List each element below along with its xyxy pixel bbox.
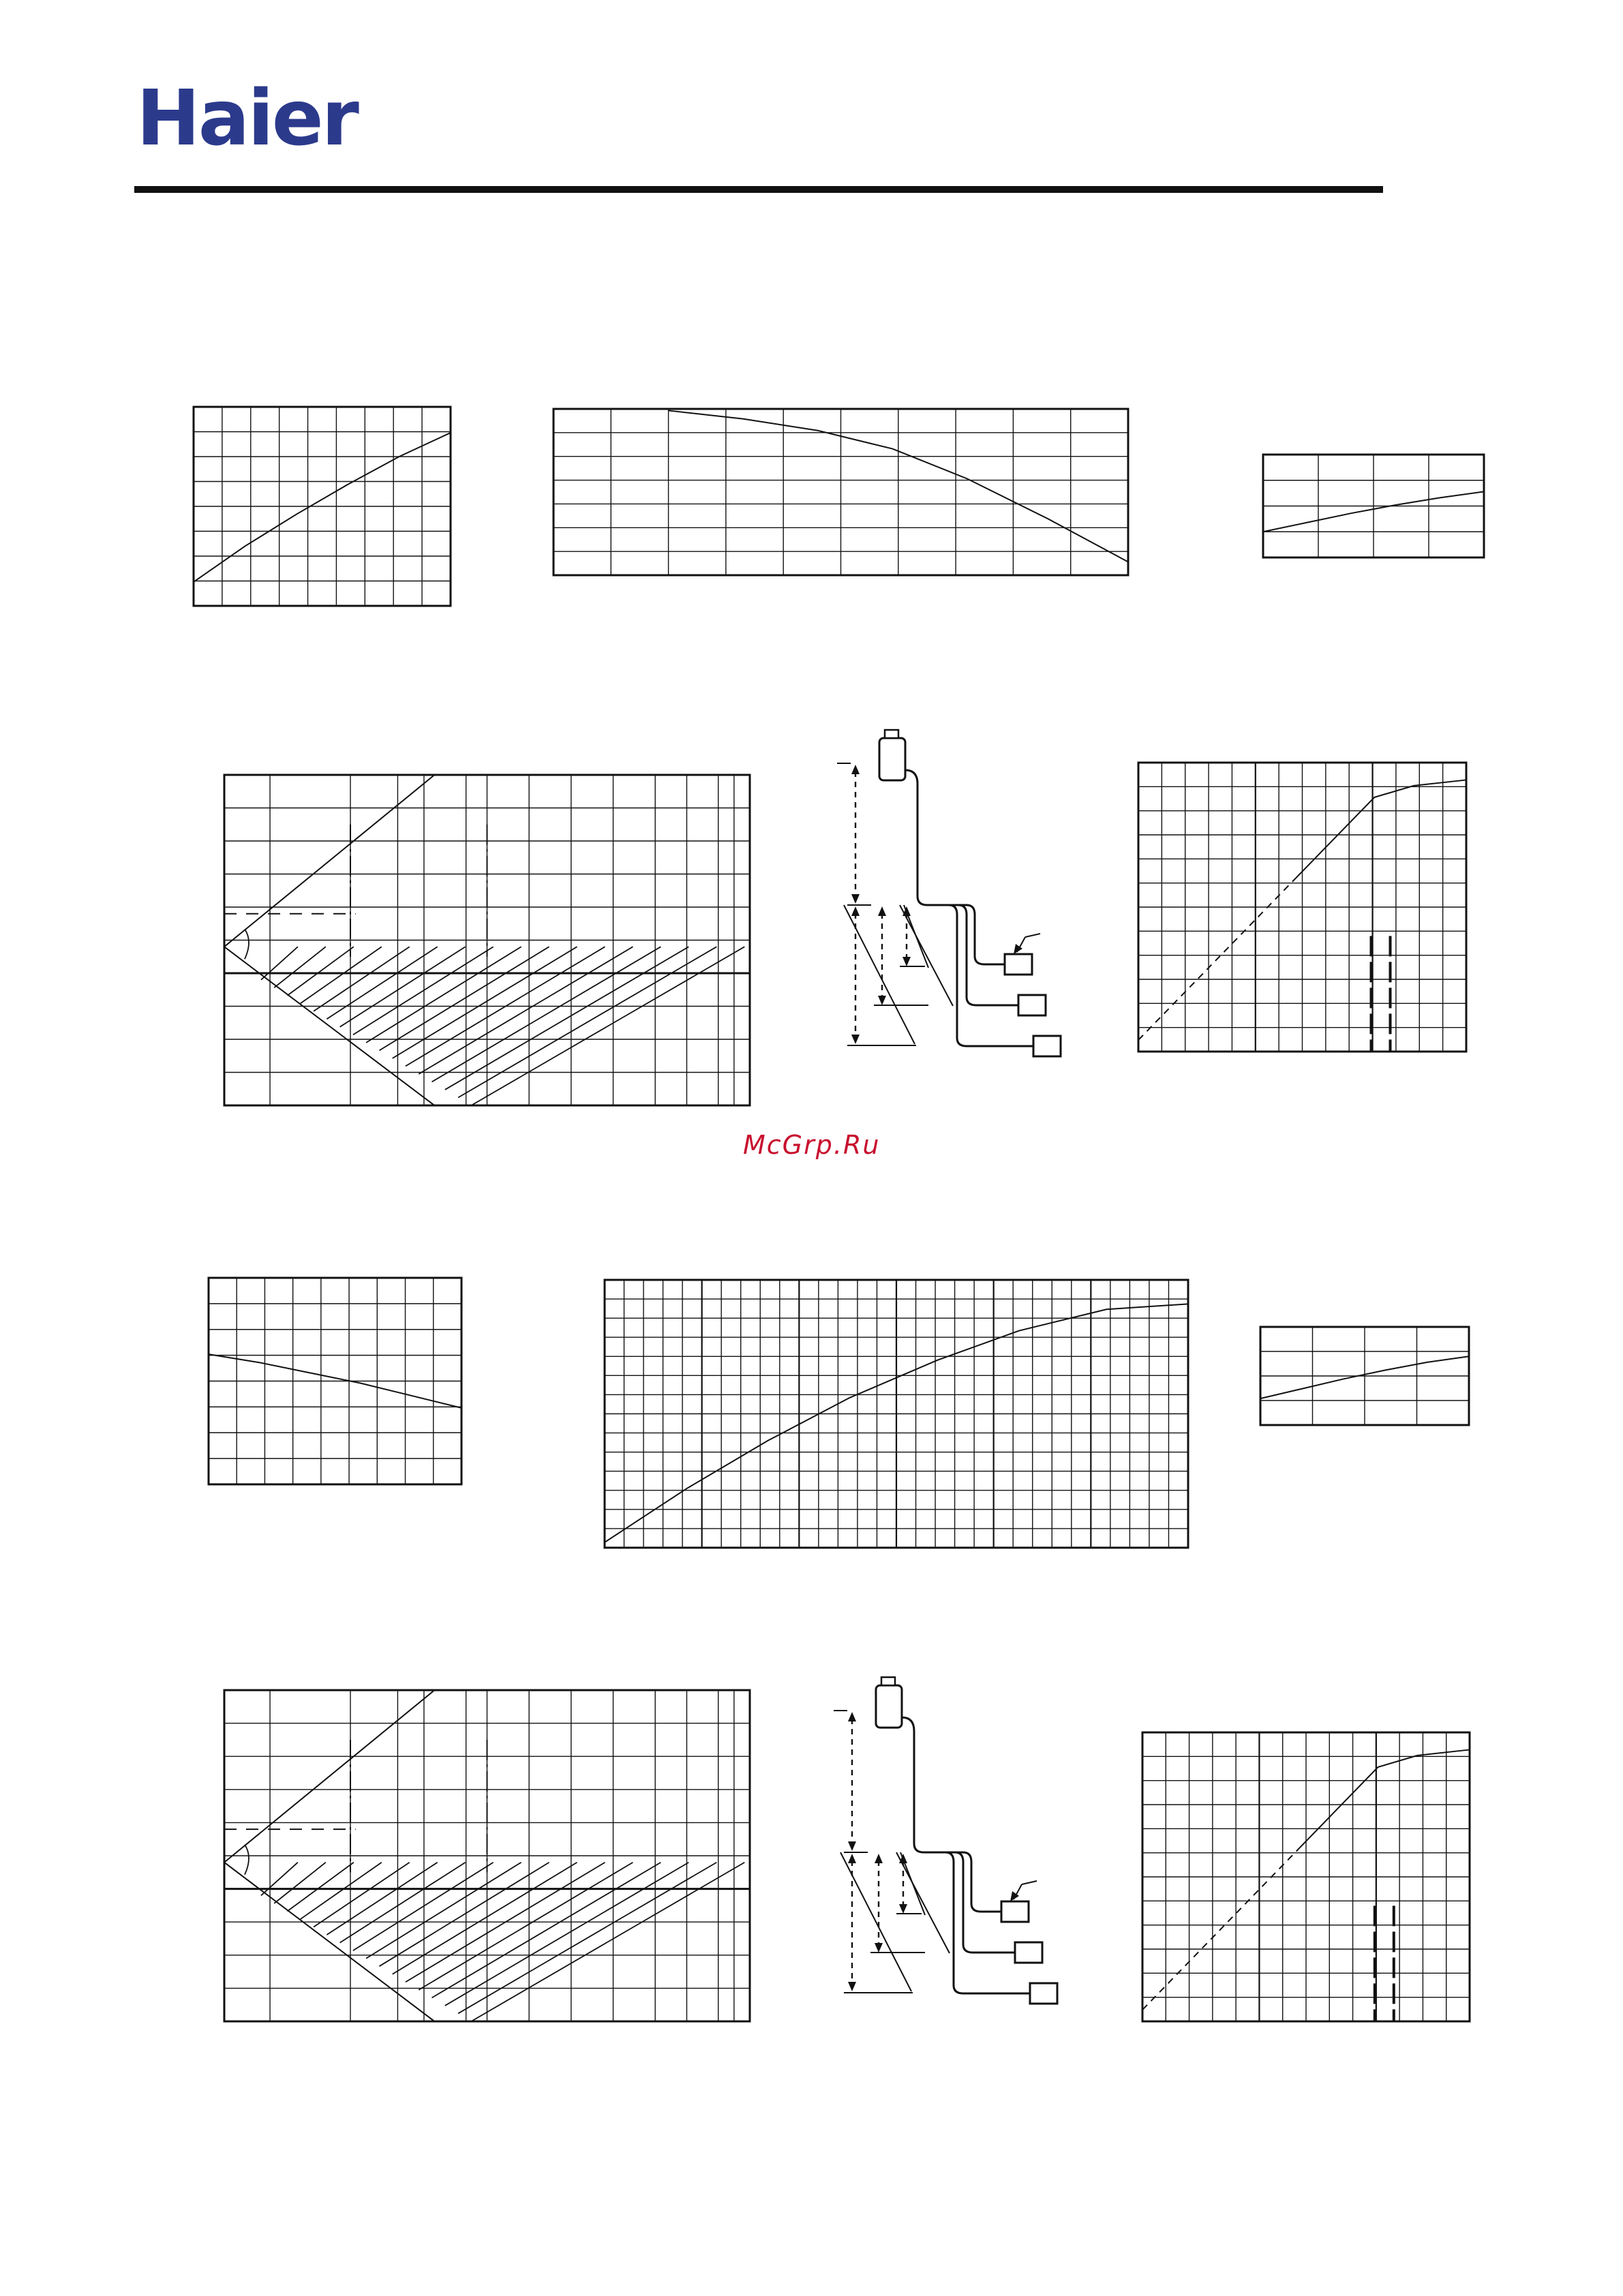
wet-bulb-line [471,1863,744,2021]
wet-bulb-line [419,947,633,1074]
unit-cap [885,730,898,738]
wet-bulb-line [458,947,716,1097]
extension-line [900,905,953,1006]
wet-bulb-line [419,1863,633,1990]
chart-1 [194,407,451,606]
wet-bulb-line [288,947,354,996]
pointer-line [1022,1881,1037,1884]
wet-bulb-line [393,1863,577,1974]
wet-bulb-line [261,947,298,980]
wet-bulb-line [314,1863,410,1927]
wet-bulb-line [353,947,494,1035]
boundary-line [224,947,434,1105]
wet-bulb-line [288,1863,354,1912]
psychrometric-charts [224,775,750,2021]
arrow-head-down [875,1943,883,1953]
pipe-main [902,1717,951,1852]
chart-8 [1142,1732,1470,2021]
wet-bulb-line [458,1863,716,2014]
outdoor-unit-icon [879,738,905,780]
series-line [194,433,451,582]
installation-diagrams [834,730,1061,2004]
arrow-head-up [875,1854,883,1863]
pipe-main [905,770,954,905]
pipe-branch [941,905,1005,964]
arrow-head-up [851,765,860,774]
series-line [1299,1749,1470,1848]
psych-chart-1 [224,775,750,1105]
series-line [1296,780,1466,878]
wet-bulb-line [301,947,382,1003]
wet-bulb-line [445,947,689,1090]
wet-bulb-line [393,947,577,1058]
chart-5 [605,1280,1188,1548]
pointer-line [1025,934,1040,937]
arrow-head-up [878,906,886,916]
saturation-line [224,775,434,947]
arrow-head-down [851,894,860,904]
indoor-unit-1-icon [1005,954,1032,975]
arrow-head-up [848,1854,856,1863]
arrow-head-down [851,1035,860,1044]
pipe-branch [937,1852,1001,1912]
arrow-head-up [851,906,860,916]
chart-3 [1263,455,1484,557]
wet-bulb-line [274,947,326,988]
chart-6 [1260,1327,1469,1425]
wet-bulb-line [471,947,744,1105]
wet-bulb-line [314,947,410,1011]
chart-2 [553,409,1128,575]
wet-bulb-line [445,1863,689,2006]
outdoor-unit-icon [876,1685,902,1728]
wet-bulb-line [301,1863,382,1919]
boundary-line [224,1863,434,2021]
wet-bulb-line [353,1863,494,1950]
installation-diagram-1 [837,730,1061,1056]
watermark-text: McGrp.Ru [743,1130,881,1160]
indoor-unit-2-icon [1018,995,1046,1015]
arrow-head-up [848,1712,856,1721]
arrow-head-down [878,996,886,1005]
installation-diagram-2 [834,1677,1057,2004]
arrow-head-down [899,1904,907,1914]
extension-line [896,1852,950,1953]
wet-bulb-line [340,947,466,1027]
wet-bulb-line [379,1863,549,1966]
wet-bulb-line [340,1863,466,1943]
extension-line [844,905,915,1044]
wet-bulb-line [379,947,549,1050]
angle-arc [245,929,249,959]
arrow-head-down [848,1841,856,1851]
wet-bulb-line [274,1863,326,1903]
indoor-unit-1-icon [1001,1901,1029,1922]
arrow-head-down [848,1982,856,1991]
angle-arc [245,1845,249,1875]
unit-cap [881,1677,895,1685]
chart-4 [209,1278,461,1484]
chart-7 [1138,763,1466,1052]
wet-bulb-line [261,1863,298,1896]
indoor-unit-2-icon [1015,1942,1042,1963]
extension-line [840,1852,911,1991]
grid-charts [194,407,1484,2021]
saturation-line [224,1690,434,1863]
haier-logo: Haier [136,74,357,163]
indoor-unit-3-icon [1030,1983,1057,2004]
indoor-unit-3-icon [1033,1036,1061,1056]
psych-chart-2 [224,1690,750,2021]
arrow-head-down [902,957,911,966]
